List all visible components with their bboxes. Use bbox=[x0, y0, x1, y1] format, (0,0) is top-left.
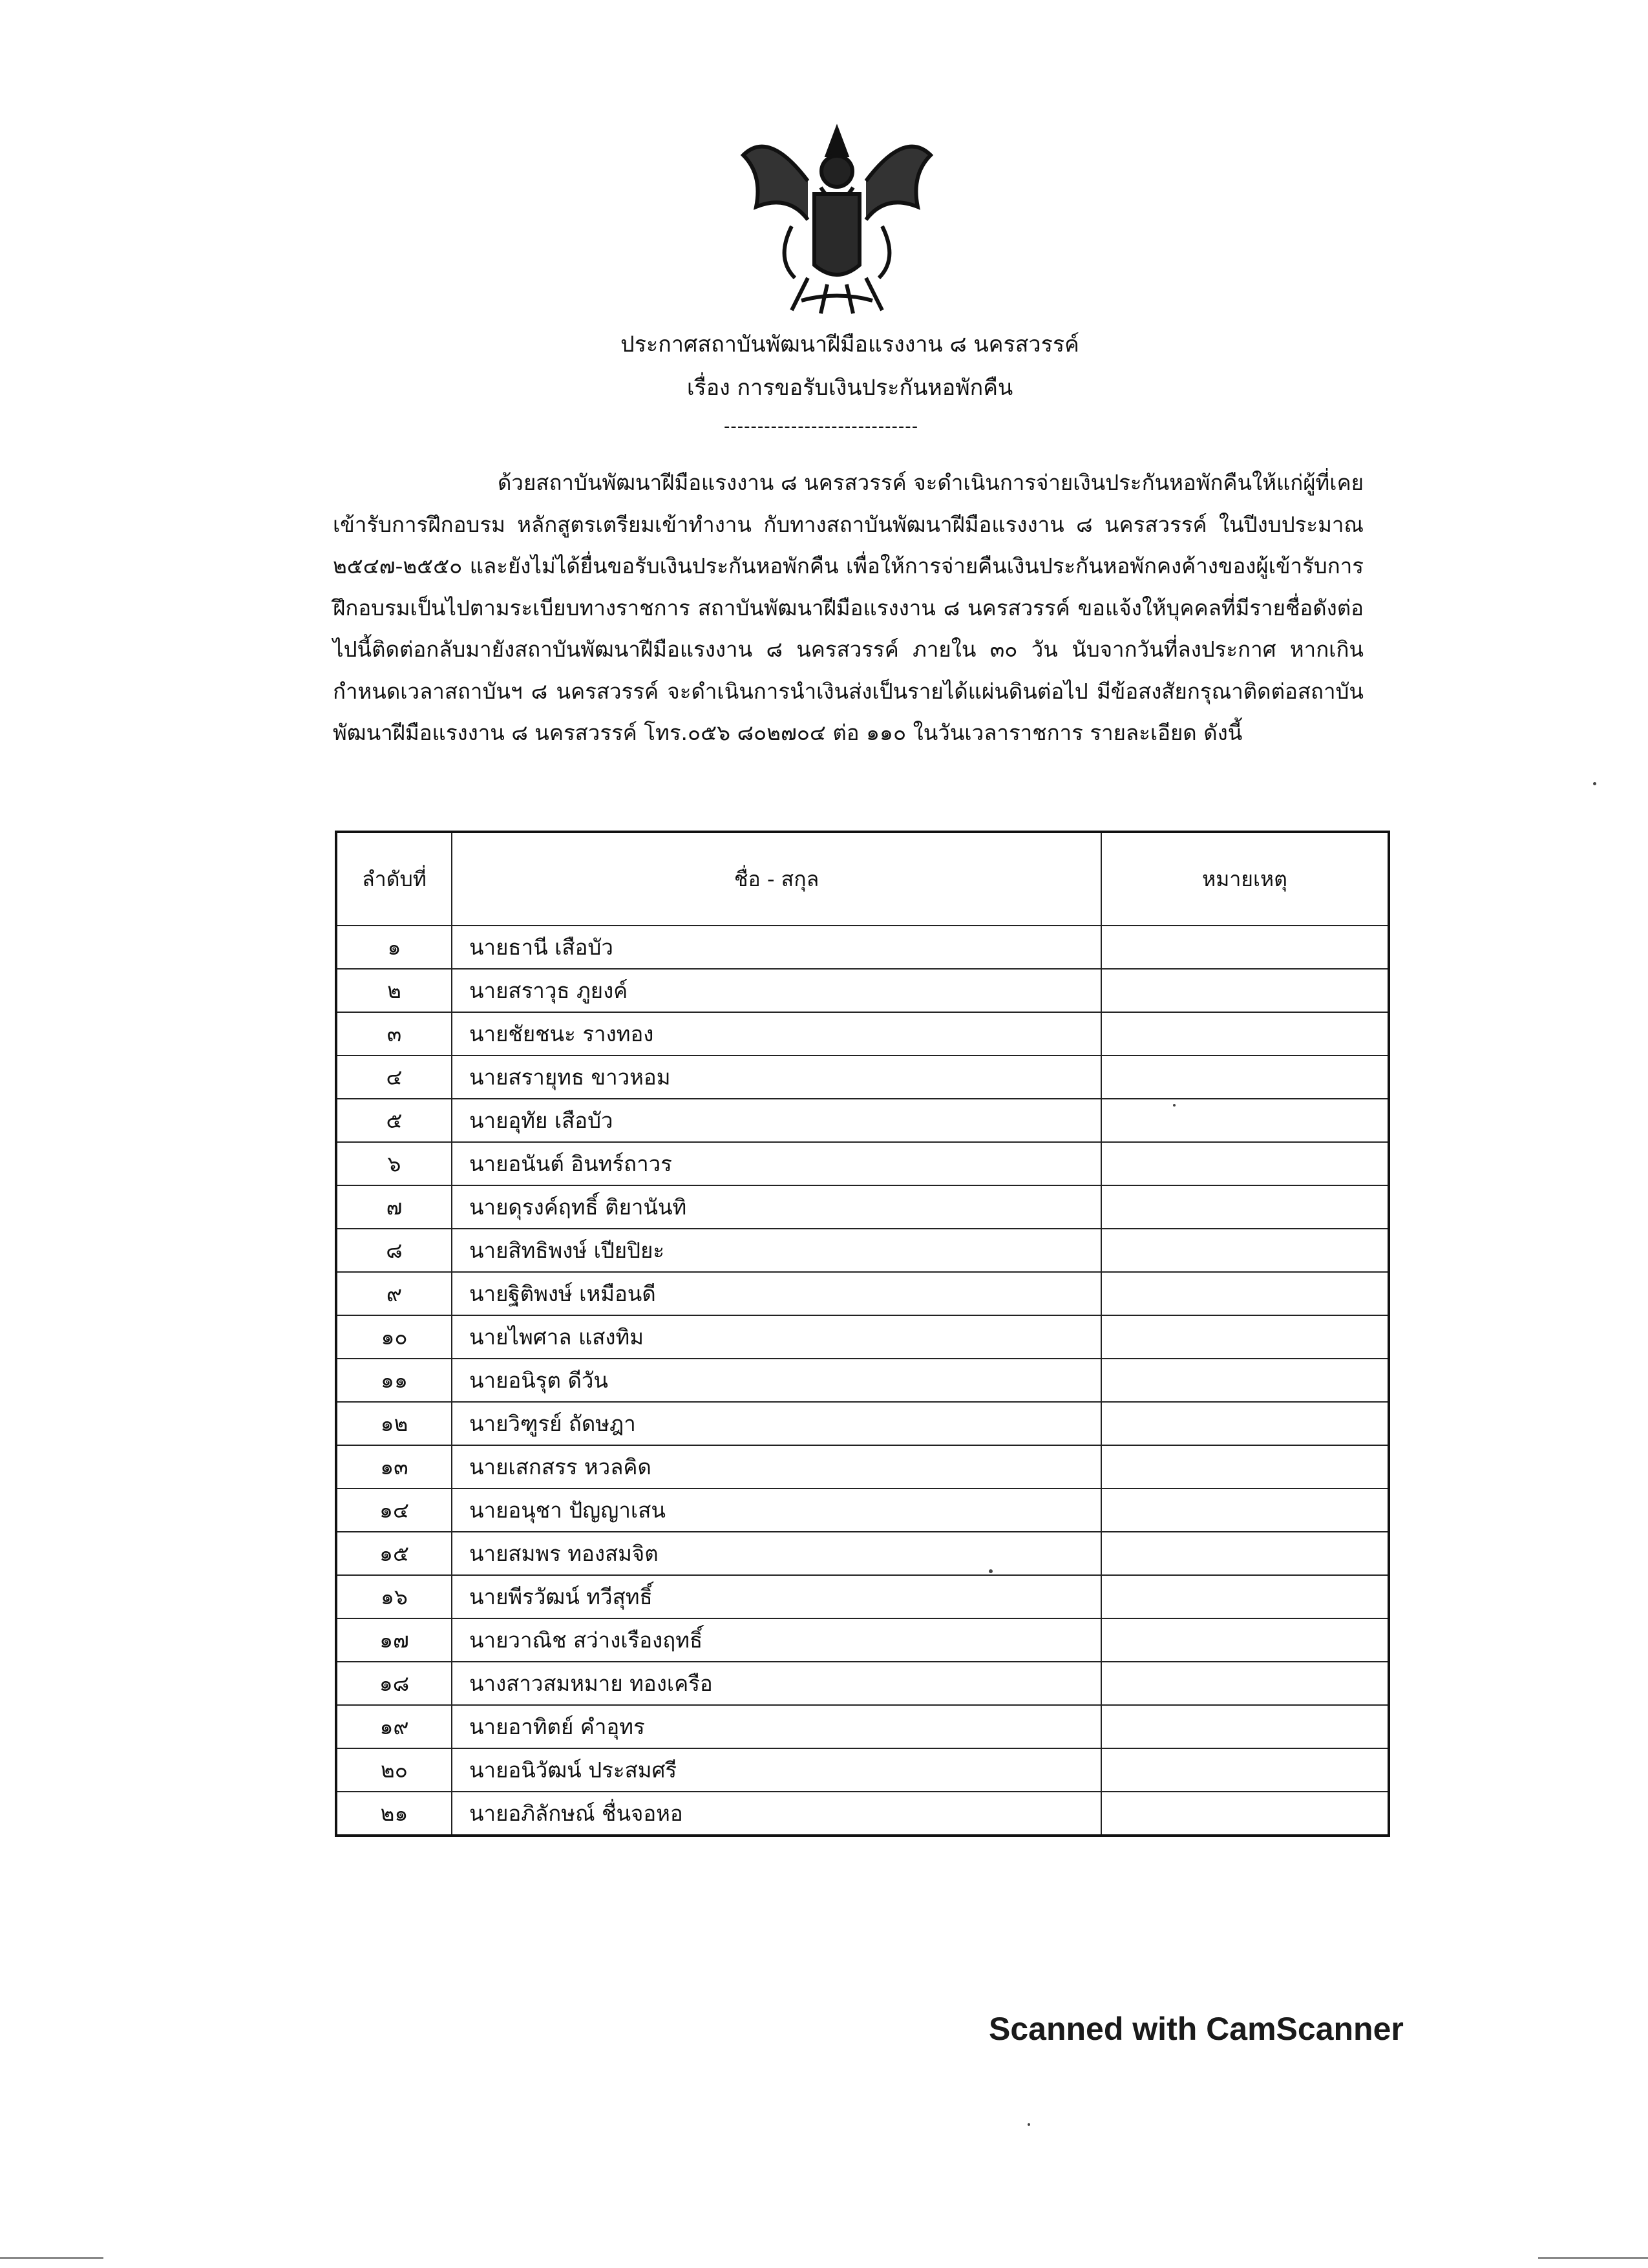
row-name-cell: นายอนุชา ปัญญาเสน bbox=[452, 1489, 1101, 1532]
row-name-cell: นายชัยชนะ รางทอง bbox=[452, 1012, 1101, 1055]
row-name-cell: นายธานี เสือบัว bbox=[452, 926, 1101, 969]
row-number-cell: ๑๖ bbox=[336, 1575, 452, 1618]
row-number-cell: ๑ bbox=[336, 926, 452, 969]
row-note-cell bbox=[1101, 1142, 1389, 1185]
table-row bbox=[336, 1748, 1389, 1792]
row-number-cell: ๒๐ bbox=[336, 1748, 452, 1792]
row-name-cell: นายดุรงค์ฤทธิ์ ติยานันทิ bbox=[452, 1185, 1101, 1229]
table-row bbox=[336, 1229, 1389, 1272]
table-row bbox=[336, 1315, 1389, 1359]
row-number-cell: ๑๗ bbox=[336, 1618, 452, 1662]
table-row bbox=[336, 1055, 1389, 1099]
row-name-cell: นายฐิติพงษ์ เหมือนดี bbox=[452, 1272, 1101, 1315]
row-number-cell: ๑๑ bbox=[336, 1359, 452, 1402]
table-row bbox=[336, 1272, 1389, 1315]
row-number-cell: ๖ bbox=[336, 1142, 452, 1185]
row-number-cell: ๒๑ bbox=[336, 1792, 452, 1836]
row-name-cell: นายสมพร ทองสมจิต bbox=[452, 1532, 1101, 1575]
announcement-body: ด้วยสถาบันพัฒนาฝีมือแรงงาน ๘ นครสวรรค์ จะดำเนินการจ่ายเงินประกันหอพักคืนให้แก่ผู้ที่เคยเข้ารับการฝึกอบรม หลักสูตรเตรียมเข้าทำงาน กับทางสถาบันพัฒนาฝีมือแรงงาน ๘ นครสวรรค์ ในปีงบประมาณ ๒๕๔๗-๒๕๕๐ และยังไม่ได้ยื่นขอรับเงินประกันหอพักคืน เพื่อให้การจ่ายคืนเงินประกันหอพักคงค้างของผู้เข้ารับการฝึกอบรมเป็นไปตามระเบียบทางราชการ สถาบันพัฒนาฝีมือแรงงาน ๘ นครสวรรค์ ขอแจ้งให้บุคคลที่มีรายชื่อดังต่อไปนี้ติดต่อกลับมายังสถาบันพัฒนาฝีมือแรงงาน ๘ นครสวรรค์ ภายใน ๓๐ วัน นับจากวันที่ลงประกาศ หากเกินกำหนดเวลาสถาบันฯ ๘ นครสวรรค์ จะดำเนินการนำเงินส่งเป็นรายได้แผ่นดินต่อไป มีข้อสงสัยกรุณาติดต่อสถาบันพัฒนาฝีมือแรงงาน ๘ นครสวรรค์ โทร.๐๕๖ ๘๐๒๗๐๔ ต่อ ๑๑๐ ในวันเวลาราชการ รายละเอียด ดังนี้ bbox=[333, 470, 1364, 745]
row-name-cell: นายเสกสรร หวลคิด bbox=[452, 1445, 1101, 1489]
row-name-cell: นายสรายุทธ ขาวหอม bbox=[452, 1055, 1101, 1099]
row-note-cell bbox=[1101, 1662, 1389, 1705]
row-number-cell: ๑๘ bbox=[336, 1662, 452, 1705]
row-note-cell bbox=[1101, 1532, 1389, 1575]
scan-speck bbox=[1173, 1104, 1176, 1107]
row-note-cell bbox=[1101, 1792, 1389, 1836]
row-note-cell bbox=[1101, 1012, 1389, 1055]
row-name-cell: นายวิฑูรย์ ถัดษฎา bbox=[452, 1402, 1101, 1445]
row-number-cell: ๔ bbox=[336, 1055, 452, 1099]
row-number-cell: ๑๕ bbox=[336, 1532, 452, 1575]
table-row bbox=[336, 1142, 1389, 1185]
row-number-cell: ๑๓ bbox=[336, 1445, 452, 1489]
row-note-cell bbox=[1101, 1229, 1389, 1272]
row-number-cell: ๑๒ bbox=[336, 1402, 452, 1445]
announcement-title: ประกาศสถาบันพัฒนาฝีมือแรงงาน ๘ นครสวรรค์ bbox=[620, 332, 1079, 357]
row-note-cell bbox=[1101, 1705, 1389, 1748]
row-note-cell bbox=[1101, 1748, 1389, 1792]
row-note-cell bbox=[1101, 1272, 1389, 1315]
recipient-table bbox=[335, 831, 1390, 1837]
row-note-cell bbox=[1101, 1359, 1389, 1402]
table-row bbox=[336, 926, 1389, 969]
row-number-cell: ๒ bbox=[336, 969, 452, 1012]
scan-speck bbox=[1593, 782, 1596, 785]
table-row bbox=[336, 1099, 1389, 1142]
table-row bbox=[336, 1402, 1389, 1445]
title-divider: ----------------------------- bbox=[724, 417, 919, 436]
table-row bbox=[336, 1532, 1389, 1575]
camscanner-watermark: Scanned with CamScanner bbox=[989, 2011, 1404, 2047]
table-row bbox=[336, 1575, 1389, 1618]
column-header-number: ลำดับที่ bbox=[336, 832, 452, 926]
row-number-cell: ๑๐ bbox=[336, 1315, 452, 1359]
scan-speck bbox=[989, 1569, 993, 1573]
column-header-name: ชื่อ - สกุล bbox=[452, 832, 1101, 926]
table-row bbox=[336, 1618, 1389, 1662]
row-note-cell bbox=[1101, 1618, 1389, 1662]
row-name-cell: นายอภิลักษณ์ ชื่นจอหอ bbox=[452, 1792, 1101, 1836]
row-name-cell: นายสิทธิพงษ์ เปียปิยะ bbox=[452, 1229, 1101, 1272]
row-name-cell: นางสาวสมหมาย ทองเครือ bbox=[452, 1662, 1101, 1705]
table-row bbox=[336, 1792, 1389, 1836]
table-row bbox=[336, 1489, 1389, 1532]
row-note-cell bbox=[1101, 1099, 1389, 1142]
table-body bbox=[336, 926, 1389, 1836]
row-note-cell bbox=[1101, 926, 1389, 969]
row-note-cell bbox=[1101, 969, 1389, 1012]
row-name-cell: นายสราวุธ ภูยงค์ bbox=[452, 969, 1101, 1012]
row-name-cell: นายไพศาล แสงทิม bbox=[452, 1315, 1101, 1359]
row-number-cell: ๗ bbox=[336, 1185, 452, 1229]
row-note-cell bbox=[1101, 1055, 1389, 1099]
column-header-note: หมายเหตุ bbox=[1101, 832, 1389, 926]
row-note-cell bbox=[1101, 1185, 1389, 1229]
table-row bbox=[336, 1185, 1389, 1229]
row-name-cell: นายวาณิช สว่างเรืองฤทธิ์ bbox=[452, 1618, 1101, 1662]
table-row bbox=[336, 1445, 1389, 1489]
row-name-cell: นายอนิวัฒน์ ประสมศรี bbox=[452, 1748, 1101, 1792]
row-name-cell: นายพีรวัฒน์ ทวีสุทธิ์ bbox=[452, 1575, 1101, 1618]
table-row bbox=[336, 1012, 1389, 1055]
table-row bbox=[336, 1662, 1389, 1705]
row-note-cell bbox=[1101, 1445, 1389, 1489]
row-number-cell: ๙ bbox=[336, 1272, 452, 1315]
row-number-cell: ๑๔ bbox=[336, 1489, 452, 1532]
scan-speck bbox=[1028, 2123, 1030, 2126]
row-number-cell: ๕ bbox=[336, 1099, 452, 1142]
row-name-cell: นายอนันต์ อินทร์ถาวร bbox=[452, 1142, 1101, 1185]
table-row bbox=[336, 969, 1389, 1012]
row-name-cell: นายอนิรุต ดีวัน bbox=[452, 1359, 1101, 1402]
garuda-emblem-icon bbox=[730, 116, 944, 317]
row-number-cell: ๘ bbox=[336, 1229, 452, 1272]
scan-edge-line bbox=[0, 2257, 103, 2259]
row-name-cell: นายอาทิตย์ คำอุทร bbox=[452, 1705, 1101, 1748]
row-number-cell: ๓ bbox=[336, 1012, 452, 1055]
scan-edge-line bbox=[1538, 2257, 1648, 2259]
row-number-cell: ๑๙ bbox=[336, 1705, 452, 1748]
table-row bbox=[336, 1359, 1389, 1402]
announcement-subject: เรื่อง การขอรับเงินประกันหอพักคืน bbox=[686, 375, 1013, 401]
row-note-cell bbox=[1101, 1402, 1389, 1445]
row-note-cell bbox=[1101, 1575, 1389, 1618]
row-name-cell: นายอุทัย เสือบัว bbox=[452, 1099, 1101, 1142]
row-note-cell bbox=[1101, 1489, 1389, 1532]
table-header-row bbox=[336, 832, 1389, 926]
table-row bbox=[336, 1705, 1389, 1748]
row-note-cell bbox=[1101, 1315, 1389, 1359]
